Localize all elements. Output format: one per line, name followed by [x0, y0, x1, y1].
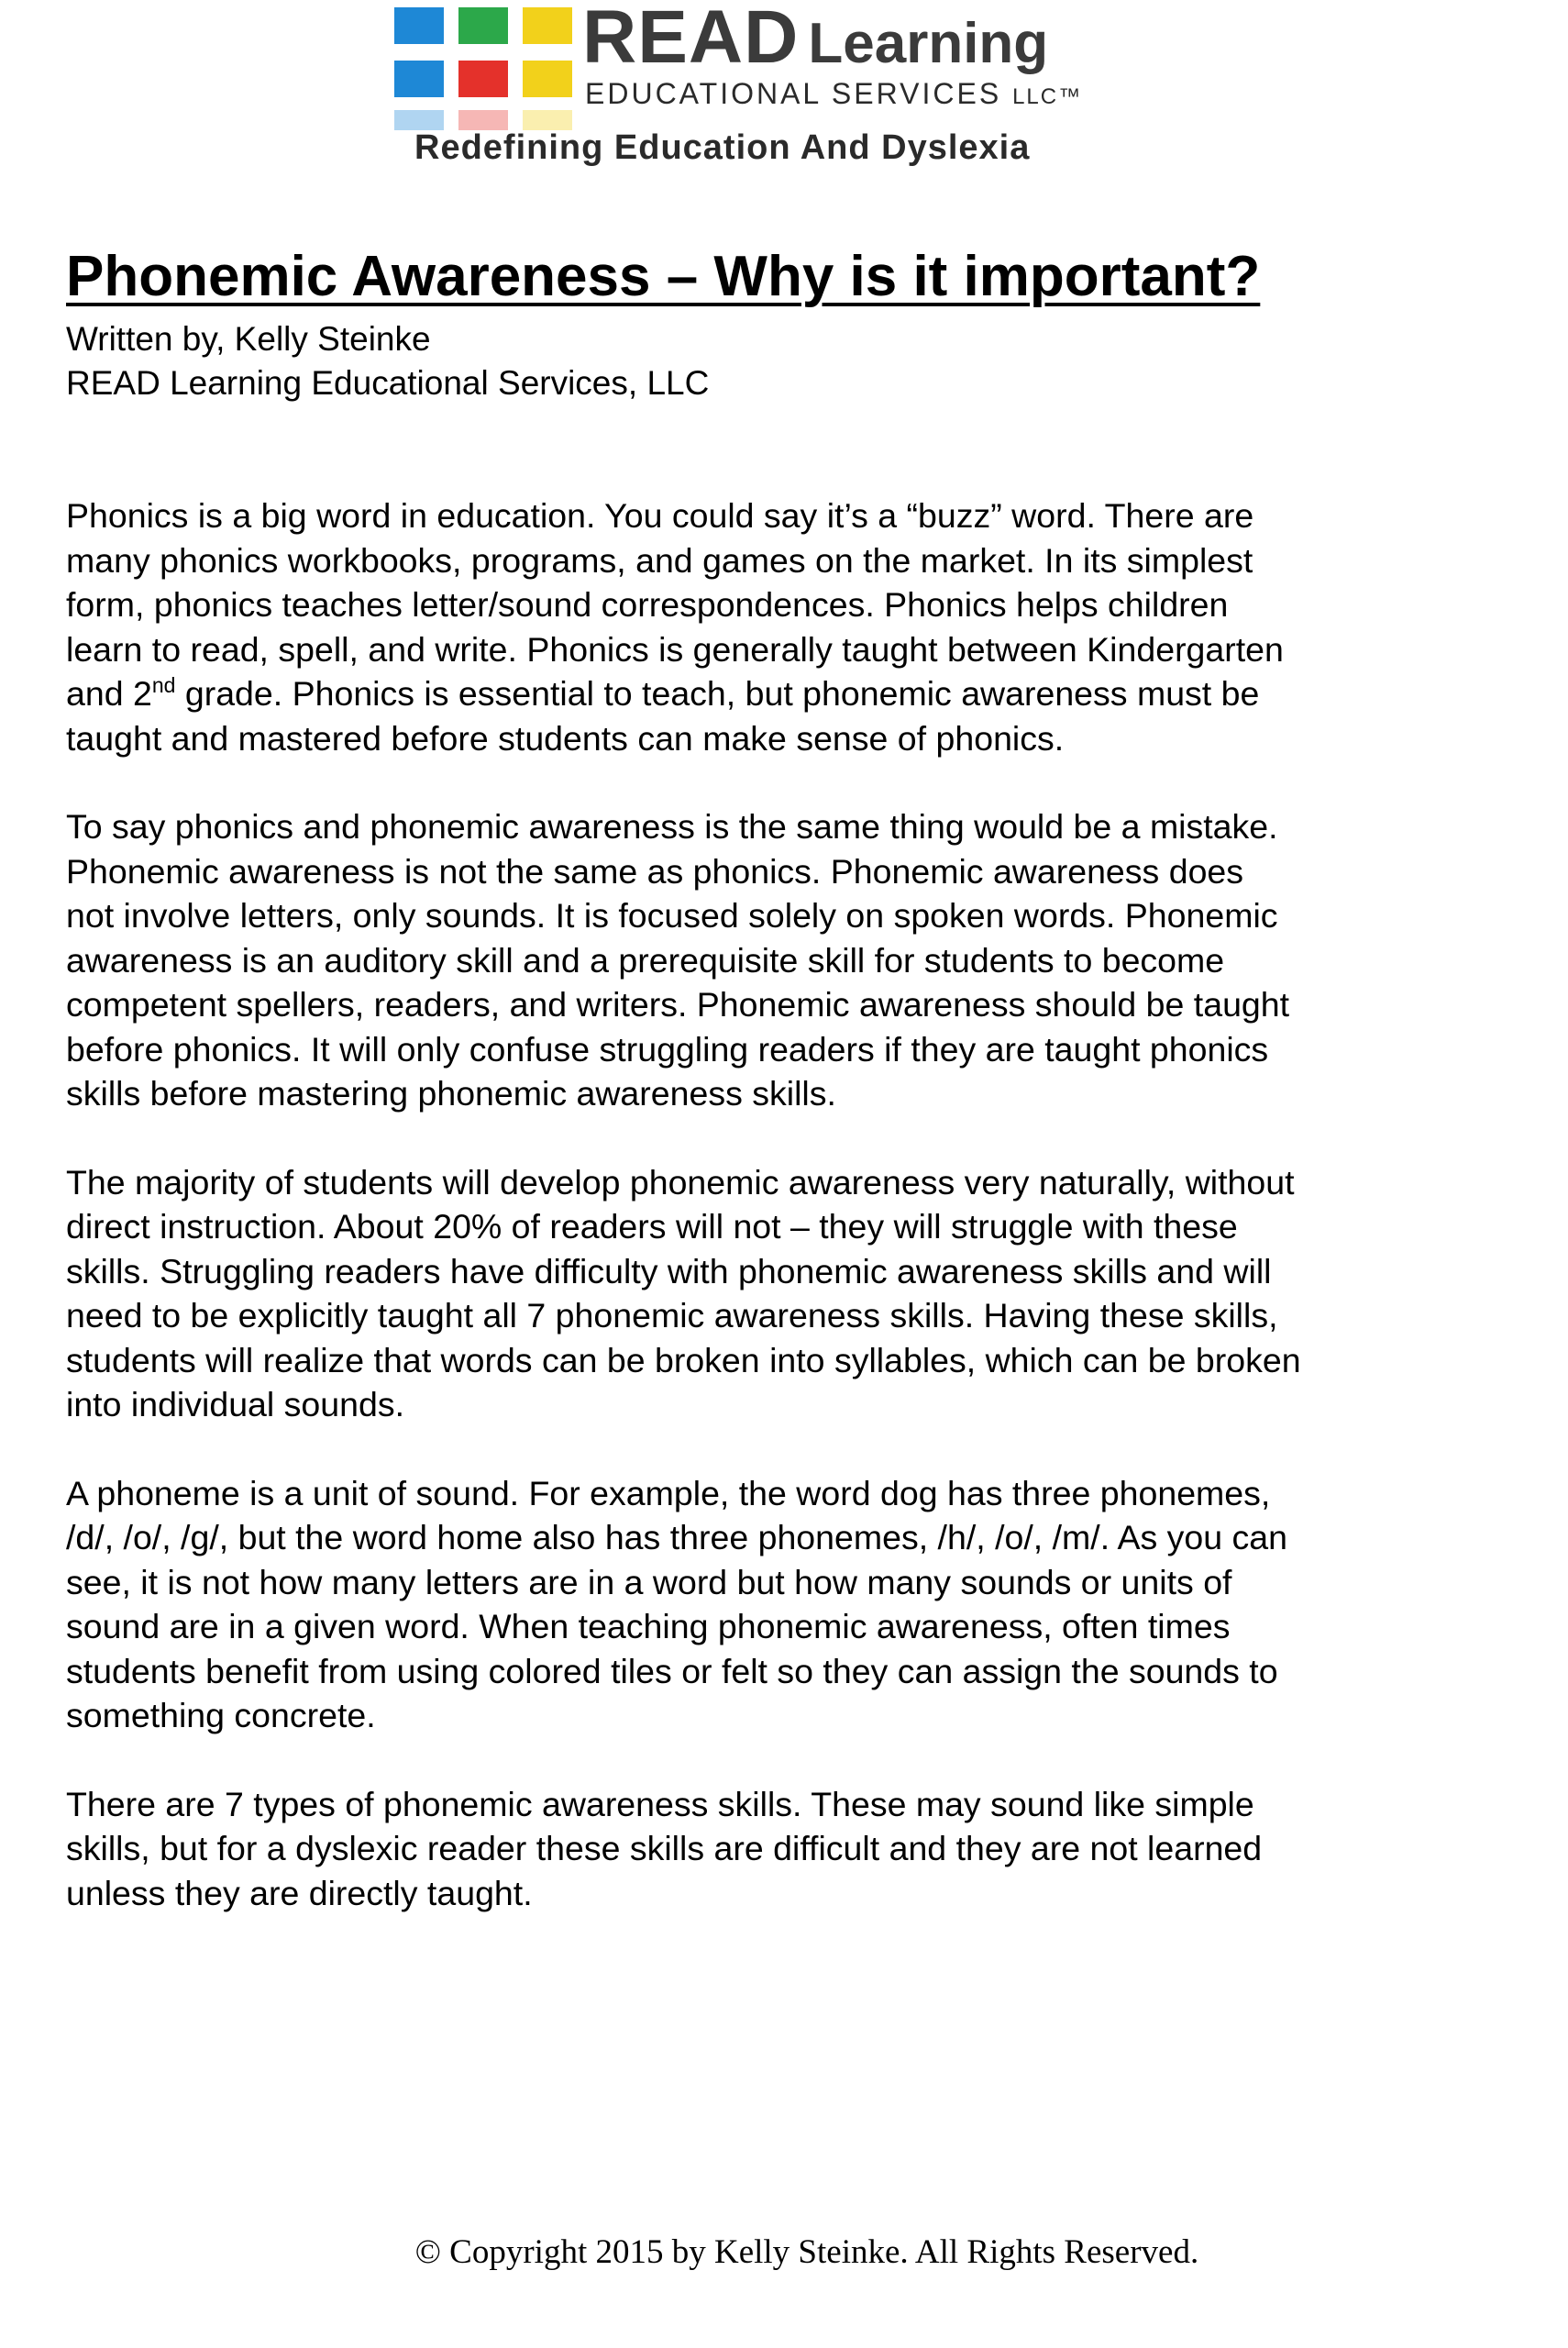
logo-square-yellow-fade: [523, 110, 572, 130]
logo-brand-services: [585, 77, 1082, 111]
text-line: sound are in a given word. When teaching phonemic awareness, often times: [66, 1607, 1231, 1645]
text-fragment: grade. Phonics is essential to teach, but phonemic awareness must be: [175, 674, 1260, 713]
byline: [66, 317, 709, 405]
document-title: Phonemic Awareness – Why is it important?: [66, 245, 1261, 308]
text-line: need to be explicitly taught all 7 phonemic awareness skills. Having these skills,: [66, 1296, 1278, 1335]
logo-square-blue-fade: [394, 110, 444, 130]
text-fragment: and 2: [66, 674, 152, 713]
logo-square-yellow-top: [523, 7, 572, 44]
text-line: learn to read, spell, and write. Phonics is generally taught between Kindergarten: [66, 629, 1284, 669]
text-line: into individual sounds.: [66, 1385, 404, 1423]
text-line: something concrete.: [66, 1696, 376, 1734]
text-line: competent spellers, readers, and writers. Phonemic awareness should be taught: [66, 985, 1290, 1024]
text-line: [66, 671, 1460, 716]
text-line: direct instruction. About 20% of readers will not – they will struggle with these: [66, 1207, 1238, 1246]
text-line: not involve letters, only sounds. It is focused solely on spoken words. Phonemic: [66, 896, 1278, 935]
logo-brand-learning: Learning: [808, 12, 1049, 75]
copyright-footer: © Copyright 2015 by Kelly Steinke. All Rights Reserved.: [414, 2233, 1199, 2271]
text-line: There are 7 types of phonemic awareness skills. These may sound like simple: [66, 1784, 1254, 1823]
ordinal-superscript: nd: [151, 673, 176, 697]
text-line: A phoneme is a unit of sound. For example, the word dog has three phonemes,: [66, 1473, 1271, 1512]
paragraph-phonics-vs-awareness: [66, 804, 1460, 1116]
text-line: /d/, /o/, /g/, but the word home also has three phonemes, /h/, /o/, /m/. As you can: [66, 1518, 1287, 1556]
logo-square-blue-mid: [394, 61, 444, 97]
text-line: Phonics is a big word in education. You could say it’s a “buzz” word. There are: [66, 496, 1254, 535]
article-body: [66, 493, 1460, 1959]
logo-brand-name: [582, 0, 1049, 79]
logo-brand-read: READ: [582, 0, 800, 79]
text-line: skills before mastering phonemic awareness skills.: [66, 1074, 836, 1113]
text-line: Phonemic awareness is not the same as phonics. Phonemic awareness does: [66, 851, 1244, 891]
logo-llc-text: LLC™: [1012, 84, 1083, 109]
company-line: READ Learning Educational Services, LLC: [66, 364, 710, 402]
logo-services-text: EDUCATIONAL SERVICES: [585, 77, 1002, 110]
logo-square-green-top: [458, 7, 508, 44]
logo-square-blue-top: [394, 7, 444, 44]
text-line: see, it is not how many letters are in a word but how many sounds or units of: [66, 1562, 1232, 1601]
logo-square-red-mid: [458, 61, 508, 97]
text-line: students benefit from using colored tiles or felt so they can assign the sounds to: [66, 1651, 1278, 1690]
company-logo: [394, 0, 1146, 174]
logo-tagline: Redefining Education And Dyslexia: [414, 128, 1031, 167]
logo-square-yellow-mid: [523, 61, 572, 97]
text-line: To say phonics and phonemic awareness is the same thing would be a mistake.: [66, 807, 1278, 846]
author-line: Written by, Kelly Steinke: [66, 320, 431, 358]
text-line: taught and mastered before students can make sense of phonics.: [66, 718, 1065, 758]
text-line: many phonics workbooks, programs, and games on the market. In its simplest: [66, 540, 1253, 580]
text-line: awareness is an auditory skill and a prerequisite skill for students to become: [66, 940, 1225, 980]
text-line: skills. Struggling readers have difficulty with phonemic awareness skills and will: [66, 1251, 1272, 1290]
text-line: unless they are directly taught.: [66, 1873, 533, 1912]
text-line: before phonics. It will only confuse struggling readers if they are taught phonics: [66, 1029, 1269, 1069]
paragraph-phonics-intro: [66, 493, 1460, 760]
text-line: The majority of students will develop phonemic awareness very naturally, without: [66, 1162, 1295, 1202]
text-line: skills, but for a dyslexic reader these skills are difficult and they are not learned: [66, 1829, 1263, 1867]
paragraph-phoneme-definition: [66, 1471, 1460, 1738]
paragraph-seven-skills: [66, 1782, 1460, 1916]
paragraph-struggling-readers: [66, 1160, 1460, 1427]
logo-square-red-fade: [458, 110, 508, 130]
text-line: students will realize that words can be broken into syllables, which can be broken: [66, 1340, 1301, 1379]
text-line: form, phonics teaches letter/sound correspondences. Phonics helps children: [66, 585, 1229, 624]
